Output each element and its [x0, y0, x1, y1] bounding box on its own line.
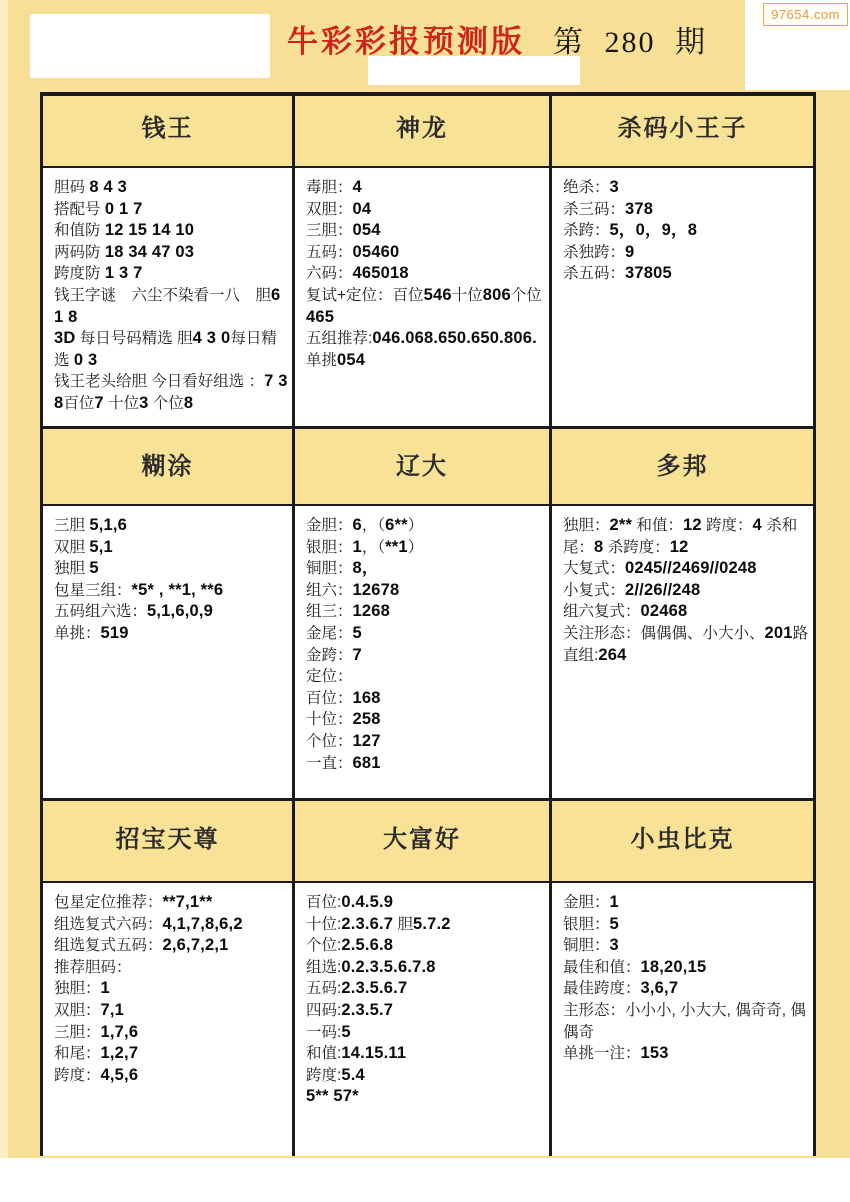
value-segment: 1: [609, 893, 619, 911]
label-segment: 和尾：: [54, 1045, 101, 1063]
label-segment: 定位：: [306, 668, 353, 686]
value-segment: 168: [352, 688, 381, 707]
label-segment: 百位:: [306, 894, 342, 911]
label-segment: 一码:: [306, 1023, 342, 1041]
cell-line: [306, 580, 545, 602]
value-segment: 1268: [352, 602, 391, 621]
label-segment: 单挑: [306, 351, 338, 369]
cell-line: [54, 1065, 288, 1087]
value-segment: 04: [352, 199, 372, 218]
label-segment: 组三：: [306, 603, 353, 621]
value-segment: 8: [594, 537, 604, 556]
value-segment: 18 34 47 03: [104, 242, 195, 261]
cell-line: [306, 709, 545, 731]
label-segment: 银胆：: [306, 538, 353, 556]
panel-header-r2-c0: 招宝天尊: [43, 798, 295, 883]
label-segment: 钱王字谜 六尘不染看一八 胆: [54, 286, 272, 304]
value-segment: 2.3.5.6.7: [341, 979, 408, 998]
label-segment: 绝杀：: [563, 179, 610, 196]
value-segment: 4: [352, 178, 362, 196]
value-segment: 12: [669, 537, 689, 556]
label-segment: 金跨：: [306, 646, 353, 664]
value-segment: 5: [352, 623, 362, 642]
label-segment: 和值:: [306, 1045, 342, 1063]
label-segment: 两码防: [54, 243, 105, 261]
label-segment: ）: [407, 538, 424, 556]
value-segment: 9: [625, 242, 635, 261]
cell-line: [306, 753, 545, 775]
label-segment: 关注形态：偶偶偶、小大小、: [563, 624, 765, 642]
label-segment: 金尾：: [306, 624, 353, 642]
body-row-0: [43, 168, 813, 426]
cell-line: [306, 623, 545, 645]
label-segment: 单挑一注：: [563, 1045, 641, 1063]
value-segment: 3D: [54, 329, 76, 348]
cell-line: [563, 1000, 809, 1043]
panel-body-r0-c2: [552, 168, 813, 426]
label-segment: 路: [792, 624, 809, 642]
cell-line: [54, 285, 288, 328]
label-segment: 复试+定位：百位: [306, 286, 424, 304]
panel-header-r1-c0: 糊涂: [43, 426, 295, 506]
label-segment: 三胆：: [54, 1023, 101, 1041]
label-segment: 推荐胆码：: [54, 958, 132, 976]
value-segment: 546: [423, 285, 452, 304]
cell-line: [54, 601, 288, 623]
cell-line: [563, 515, 809, 558]
label-segment: 金胆：: [563, 894, 610, 911]
value-segment: 3: [609, 178, 619, 196]
value-segment: 5,1,6,0,9: [147, 602, 214, 621]
value-segment: 8，: [352, 559, 379, 578]
label-segment: 十位: [103, 394, 140, 412]
cell-line: [54, 580, 288, 602]
cell-line: [54, 263, 288, 285]
label-segment: 独胆: [54, 560, 90, 578]
label-segment: 跨度：: [54, 1066, 101, 1084]
label-segment: 三胆：: [306, 222, 353, 240]
cell-line: [54, 1022, 288, 1044]
label-segment: 搭配号: [54, 200, 105, 218]
cell-line: [306, 350, 545, 372]
value-segment: 2**: [609, 516, 633, 534]
label-segment: 跨度防: [54, 265, 105, 283]
panel-header-r0-c2: 杀码小王子: [552, 96, 813, 168]
value-segment: 12 15 14 10: [104, 221, 195, 240]
cell-line: [306, 263, 545, 285]
value-segment: 1,7,6: [100, 1022, 139, 1041]
panel-body-r2-c0: [43, 883, 295, 1156]
panel-body-r1-c1: [295, 506, 552, 798]
label-segment: 直组:: [563, 646, 599, 664]
label-segment: 杀和尾：: [563, 517, 798, 556]
label-segment: 铜胆：: [563, 937, 610, 955]
cell-line: [54, 199, 288, 221]
cell-line: [54, 978, 288, 1000]
cell-line: [563, 242, 809, 264]
panel-header-r0-c0: 钱王: [43, 96, 295, 168]
value-segment: 0.4.5.9: [341, 893, 394, 911]
panel-body-r2-c2: [552, 883, 813, 1156]
label-segment: 独胆：: [563, 517, 610, 534]
body-row-2: [43, 883, 813, 1156]
watermark-badge: [763, 3, 848, 26]
label-segment: 每日精选: [54, 330, 277, 369]
panel-header-r2-c2: 小虫比克: [552, 798, 813, 883]
value-segment: **1: [385, 537, 408, 556]
value-segment: 2.3.6.7: [341, 914, 394, 933]
panel-body-r0-c1: [295, 168, 552, 426]
label-segment: 五码:: [306, 980, 342, 998]
cell-line: [306, 285, 545, 328]
value-segment: 4,5,6: [100, 1065, 139, 1084]
label-segment: 五码组六选：: [54, 603, 148, 621]
header-row-0: [43, 96, 813, 168]
cell-line: [563, 220, 809, 242]
label-segment: 杀五码：: [563, 265, 626, 283]
value-segment: 12678: [352, 580, 400, 599]
label-segment: 主形态：小小小, 小大大, 偶奇奇, 偶偶奇: [563, 1001, 806, 1041]
cell-line: [306, 1086, 545, 1108]
cell-line: [563, 892, 809, 914]
cell-line: [54, 623, 288, 645]
cell-line: [54, 328, 288, 371]
value-segment: 201: [764, 623, 793, 642]
cell-line: [563, 601, 809, 623]
panel-body-r1-c0: [43, 506, 295, 798]
value-segment: 5: [341, 1022, 351, 1041]
cell-line: [306, 242, 545, 264]
label-segment: 十位:: [306, 915, 342, 933]
value-segment: 5** 57*: [306, 1087, 359, 1106]
panel-header-r2-c1: 大富好: [295, 798, 552, 883]
cell-line: [563, 935, 809, 957]
header-row-2: [43, 798, 813, 883]
value-segment: 7,1: [100, 1000, 125, 1019]
panel-body-r1-c2: [552, 506, 813, 798]
label-segment: 跨度:: [306, 1066, 342, 1084]
value-segment: 465: [306, 307, 335, 326]
label-segment: 铜胆：: [306, 560, 353, 578]
label-segment: 钱王老头给胆 今日看好组选 ：: [54, 373, 265, 391]
value-segment: 5,1,6: [89, 516, 128, 534]
value-segment: 7: [94, 393, 104, 412]
prediction-board: [40, 92, 816, 1156]
label-segment: 包星定位推荐：: [54, 894, 163, 911]
value-segment: **7,1**: [162, 893, 213, 911]
label-segment: 和值：: [632, 517, 683, 534]
value-segment: 5.4: [341, 1065, 365, 1084]
title-issue-number: 第 280 期: [553, 26, 707, 59]
cell-line: [306, 957, 545, 979]
label-segment: 杀三码：: [563, 200, 626, 218]
cell-line: [54, 935, 288, 957]
value-segment: 1 3 7: [104, 264, 143, 283]
value-segment: 0 1 7: [104, 199, 143, 218]
label-segment: 个位:: [306, 937, 342, 955]
panel-body-r0-c0: [43, 168, 295, 426]
value-segment: 054: [337, 350, 366, 369]
label-segment: 杀跨度：: [603, 538, 670, 556]
label-segment: 和值防: [54, 222, 105, 240]
value-segment: 3,6,7: [640, 979, 679, 998]
watermark-text: 97654.com: [771, 7, 840, 22]
value-segment: 18,20,15: [640, 957, 707, 976]
value-segment: 806: [482, 285, 511, 304]
value-segment: 2.5.6.8: [341, 936, 394, 955]
cell-line: [306, 601, 545, 623]
cell-line: [54, 371, 288, 414]
label-segment: 五码：: [306, 243, 353, 261]
label-segment: 每日号码精选 胆: [75, 330, 193, 348]
cell-line: [306, 892, 545, 914]
label-segment: 组选:: [306, 958, 342, 976]
label-segment: 杀跨：: [563, 222, 610, 240]
cell-line: [54, 177, 288, 199]
cell-line: [306, 1022, 545, 1044]
page-title: [287, 16, 707, 61]
cell-line: [563, 263, 809, 285]
value-segment: 6 1 8: [54, 285, 281, 326]
cell-line: [54, 558, 288, 580]
label-segment: 十位：: [306, 711, 353, 729]
label-segment: ）: [407, 517, 424, 534]
cell-line: [306, 978, 545, 1000]
label-segment: 十位: [451, 286, 483, 304]
label-segment: 小复式：: [563, 581, 626, 599]
cell-line: [306, 935, 545, 957]
cell-line: [54, 1000, 288, 1022]
value-segment: *5* , **1, **6: [131, 580, 224, 599]
value-segment: 5: [609, 914, 619, 933]
label-segment: 大复式：: [563, 560, 626, 578]
label-segment: 最佳和值：: [563, 958, 641, 976]
redacted-box-top-left: [30, 14, 270, 78]
cell-line: [306, 1065, 545, 1087]
cell-line: [563, 580, 809, 602]
cell-line: [563, 199, 809, 221]
cell-line: [563, 177, 809, 199]
cell-line: [54, 220, 288, 242]
cell-line: [54, 1043, 288, 1065]
label-segment: 胆码: [54, 179, 90, 196]
value-segment: 1: [100, 979, 110, 998]
value-segment: 4 3 0: [192, 329, 231, 348]
cell-line: [306, 914, 545, 936]
label-segment: 独胆：: [54, 980, 101, 998]
value-segment: 8 4 3: [89, 178, 128, 196]
value-segment: 258: [352, 710, 381, 729]
value-segment: 7: [352, 645, 362, 664]
panel-header-r1-c1: 辽大: [295, 426, 552, 506]
panel-body-r2-c1: [295, 883, 552, 1156]
cell-line: [306, 537, 545, 559]
cell-line: [306, 645, 545, 667]
cell-line: [563, 645, 809, 667]
cell-line: [306, 688, 545, 710]
value-segment: 681: [352, 753, 381, 772]
panel-header-r1-c2: 多邦: [552, 426, 813, 506]
label-segment: 跨度：: [701, 517, 753, 534]
value-segment: 0 3: [73, 350, 98, 369]
cell-line: [306, 731, 545, 753]
label-segment: 六码：: [306, 265, 353, 283]
cell-line: [306, 515, 545, 537]
paper-edge-strip: [0, 0, 8, 1158]
cell-line: [563, 957, 809, 979]
value-segment: 1: [352, 537, 362, 556]
cell-line: [563, 623, 809, 645]
label-segment: ，（: [361, 538, 386, 556]
value-segment: 14.15.11: [341, 1044, 407, 1063]
cell-line: [306, 666, 545, 688]
label-segment: 双胆: [54, 538, 90, 556]
label-segment: 百位：: [306, 689, 353, 707]
label-segment: 双胆：: [306, 200, 353, 218]
cell-line: [563, 558, 809, 580]
value-segment: 5，0，9，8: [609, 221, 698, 240]
cell-line: [306, 220, 545, 242]
value-segment: 378: [625, 199, 654, 218]
label-segment: 三胆: [54, 517, 90, 534]
cell-line: [54, 957, 288, 979]
value-segment: 127: [352, 731, 381, 750]
cell-line: [54, 242, 288, 264]
cell-line: [54, 914, 288, 936]
panel-header-r0-c1: 神龙: [295, 96, 552, 168]
label-segment: 一直：: [306, 754, 353, 772]
label-segment: 毒胆：: [306, 179, 353, 196]
value-segment: 2,6,7,2,1: [162, 936, 229, 955]
body-row-1: [43, 506, 813, 798]
cell-line: [563, 1043, 809, 1065]
cell-line: [54, 892, 288, 914]
value-segment: 5,1: [89, 537, 113, 556]
value-segment: 5.7.2: [412, 914, 451, 933]
cell-line: [306, 328, 545, 350]
label-segment: 百位: [63, 394, 95, 412]
label-segment: 组选复式六码：: [54, 915, 163, 933]
value-segment: 0.2.3.5.6.7.8: [341, 957, 436, 976]
value-segment: 264: [598, 645, 627, 664]
label-segment: 五组推荐:: [306, 330, 373, 348]
label-segment: ，（: [361, 517, 386, 534]
label-segment: 组选复式五码：: [54, 937, 163, 955]
label-segment: 最佳跨度：: [563, 980, 641, 998]
cell-line: [54, 537, 288, 559]
label-segment: 组六：: [306, 581, 353, 599]
value-segment: 4: [752, 516, 762, 534]
label-segment: 金胆：: [306, 517, 353, 534]
value-segment: 6: [352, 516, 362, 534]
value-segment: 2//26//248: [625, 580, 701, 599]
cell-line: [306, 558, 545, 580]
value-segment: 6**: [385, 516, 408, 534]
value-segment: 4,1,7,8,6,2: [162, 914, 243, 933]
value-segment: 8: [183, 393, 194, 412]
value-segment: 1,2,7: [100, 1044, 139, 1063]
value-segment: 054: [352, 221, 381, 240]
label-segment: 组六复式：: [563, 603, 641, 621]
cell-line: [54, 515, 288, 537]
cell-line: [563, 978, 809, 1000]
value-segment: 465018: [352, 264, 409, 283]
label-segment: 四码:: [306, 1001, 342, 1019]
value-segment: 12: [682, 516, 702, 534]
cell-line: [306, 1000, 545, 1022]
label-segment: 包星三组：: [54, 581, 132, 599]
header-row-1: [43, 426, 813, 506]
label-segment: 胆: [393, 915, 413, 933]
label-segment: 杀独跨：: [563, 243, 626, 261]
value-segment: 7 3 8: [54, 372, 288, 412]
cell-line: [306, 177, 545, 199]
label-segment: 个位: [148, 394, 184, 412]
value-segment: 3: [609, 936, 619, 955]
value-segment: 046.068.650.650.806.: [372, 329, 537, 348]
label-segment: 银胆：: [563, 915, 610, 933]
value-segment: 05460: [352, 242, 400, 261]
value-segment: 02468: [640, 602, 688, 621]
cell-line: [563, 914, 809, 936]
label-segment: 个位：: [306, 732, 353, 750]
value-segment: 153: [640, 1044, 669, 1063]
value-segment: 0245//2469//0248: [625, 559, 757, 578]
cell-line: [306, 1043, 545, 1065]
value-segment: 519: [100, 623, 129, 642]
cell-line: [306, 199, 545, 221]
label-segment: 个位: [510, 286, 542, 304]
value-segment: 5: [89, 559, 99, 578]
value-segment: 37805: [625, 264, 672, 283]
label-segment: 单挑：: [54, 624, 101, 642]
label-segment: 双胆：: [54, 1001, 101, 1019]
value-segment: 3: [139, 393, 149, 412]
value-segment: 2.3.5.7: [341, 1000, 394, 1019]
title-brand: 牛彩彩报预测版: [287, 24, 525, 59]
